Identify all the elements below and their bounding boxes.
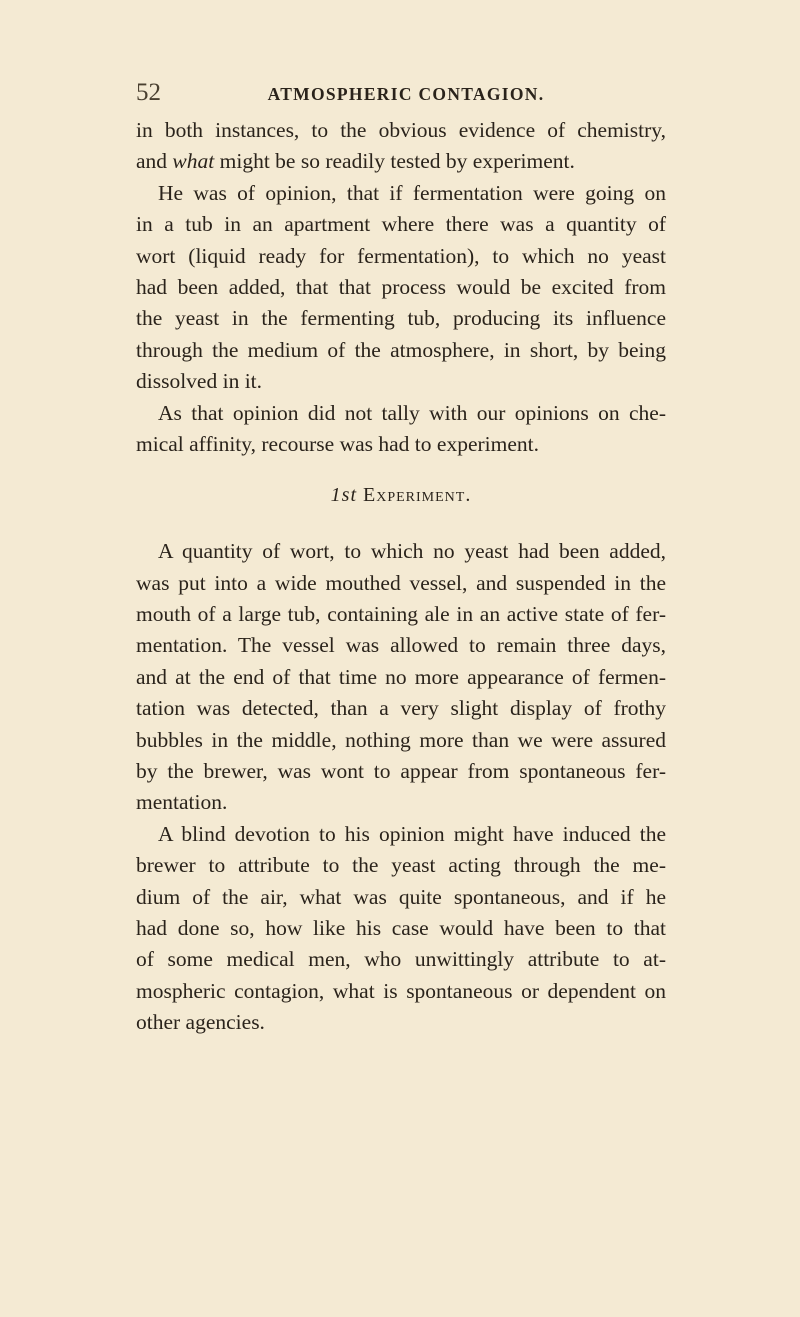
text-segment: might be so readily tested by experiment.: [214, 149, 575, 174]
text-line: in a tub in an apartment where there was a quantity of: [136, 212, 666, 237]
body-text: [136, 115, 666, 1039]
text-line: wort (liquid ready for fermentation), to which no yeast: [136, 243, 666, 268]
text-line: mospheric contagion, what is spontaneous or dependent on: [136, 978, 666, 1003]
text-line: mouth of a large tub, containing ale in an active state of fer-: [136, 602, 666, 627]
text-line: had done so, how like his case would have been to that: [136, 915, 666, 940]
text-line: dissolved in it.: [136, 369, 263, 394]
running-head: ATMOSPHERIC CONTAGION.: [267, 84, 545, 104]
text-segment: and: [136, 149, 173, 174]
page-header: [136, 78, 676, 108]
text-line: and at the end of that time no more appearance of fermen-: [136, 664, 666, 689]
text-line: brewer to attribute to the yeast acting through the me-: [136, 853, 666, 878]
paragraph: [136, 115, 666, 178]
text-line: mical affinity, recourse was had to experiment.: [136, 431, 539, 456]
paragraph: [136, 178, 666, 398]
text-line: A blind devotion to his opinion might have induced the: [158, 821, 666, 846]
paragraph: [136, 819, 666, 1039]
text-line: He was of opinion, that if fermentation were going on: [158, 180, 666, 205]
text-line: bubbles in the middle, nothing more than we were assured: [136, 727, 666, 752]
section-title: Experiment.: [363, 484, 472, 507]
text-line: had been added, that that process would be excited from: [136, 274, 666, 299]
text-line: through the medium of the atmosphere, in short, by being: [136, 337, 666, 362]
text-line: the yeast in the fermenting tub, producing its influence: [136, 306, 666, 331]
text-line: in both instances, to the obvious evidence of chemistry,: [136, 118, 666, 142]
text-line: of some medical men, who unwittingly attribute to at-: [136, 947, 666, 972]
text-line: tation was detected, than a very slight display of frothy: [136, 696, 666, 721]
text-line: mentation. The vessel was allowed to remain three days,: [136, 633, 666, 658]
paragraph: [136, 536, 666, 819]
text-line: [136, 146, 666, 177]
text-line: other agencies.: [136, 1010, 265, 1035]
section-ordinal: 1st: [330, 484, 357, 507]
text-line: by the brewer, was wont to appear from spontaneous fer-: [136, 759, 666, 784]
section-heading: [136, 480, 666, 520]
italic-word: what: [172, 149, 215, 174]
text-line: mentation.: [136, 790, 228, 815]
paragraph: [136, 398, 666, 461]
text-line: dium of the air, what was quite spontaneous, and if he: [136, 884, 666, 909]
text-line: A quantity of wort, to which no yeast had been added,: [158, 539, 666, 564]
text-line: was put into a wide mouthed vessel, and suspended in the: [136, 570, 666, 595]
page-number: 52: [136, 79, 161, 106]
text-line: As that opinion did not tally with our opinions on che-: [158, 400, 666, 425]
